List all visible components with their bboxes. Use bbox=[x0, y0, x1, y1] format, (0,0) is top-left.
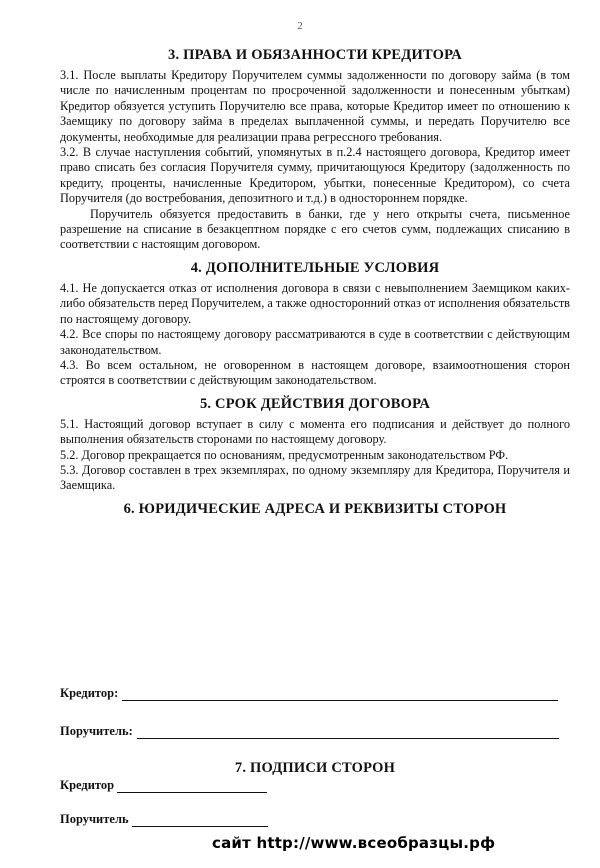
requisites-guarantor-line[interactable] bbox=[137, 726, 559, 739]
signature-guarantor-label: Поручитель bbox=[60, 812, 129, 826]
requisites-creditor-row bbox=[60, 686, 558, 701]
paragraph-5-1: 5.1. Настоящий договор вступает в силу с момента его подписания и действует до полного выполнения обязательств сторонами по настоящему договору. bbox=[60, 416, 570, 447]
section-4-title: 4. ДОПОЛНИТЕЛЬНЫЕ УСЛОВИЯ bbox=[190, 259, 440, 276]
signature-creditor-row bbox=[60, 778, 267, 793]
signature-creditor-line[interactable] bbox=[117, 780, 267, 793]
requisites-guarantor-label: Поручитель: bbox=[60, 724, 133, 738]
paragraph-4-1: 4.1. Не допускается отказ от исполнения договора в связи с невыполнением Заемщиком каких-либо обязательств перед Поручителем, а также односторонний отказ от исполнения обязательств по настоящему договору. bbox=[60, 280, 570, 326]
paragraph-3-2-continued: Поручитель обязуется предоставить в банки, где у него открыты счета, письменное разрешение на списание в безакцептном порядке с его счетов сумм, подлежащих списанию в соответствии с настоящим договором. bbox=[60, 206, 570, 252]
site-watermark: сайт http://www.всеобразцы.рф bbox=[212, 834, 496, 852]
section-3-title: 3. ПРАВА И ОБЯЗАННОСТИ КРЕДИТОРА bbox=[168, 47, 462, 63]
page-number: 2 bbox=[297, 20, 303, 32]
paragraph-3-1: 3.1. После выплаты Кредитору Поручителем суммы задолженности по договору займа (в том числе по начисленным процентам по просроченной задолженности и понесенным убыткам) Кредитор обязуется уступить Поручителю все права, которые Кредитор имеет по отношению к Заемщику по договору займа в пределах выплаченной суммы, и передать Поручителю все документы, необходимые для реализации права регрессного требования. bbox=[60, 68, 570, 144]
section-5-title: 5. СРОК ДЕЙСТВИЯ ДОГОВОРА bbox=[199, 395, 431, 412]
requisites-creditor-line[interactable] bbox=[122, 688, 558, 701]
section-6-title: 6. ЮРИДИЧЕСКИЕ АДРЕСА И РЕКВИЗИТЫ СТОРОН bbox=[123, 500, 507, 517]
paragraph-3-2: 3.2. В случае наступления событий, упомянутых в п.2.4 настоящего договора, Кредитор имеет право списать без согласия Поручителя сумму, причитающуюся Кредитору (задолженность по кредиту, проценты, начисленные Кредитором, убытки, понесенные Кредитором), со счета Поручителя (до востребования, депозитного и т.д.) в одностороннем порядке. bbox=[60, 145, 570, 206]
paragraph-5-3: 5.3. Договор составлен в трех экземплярах, по одному экземпляру для Кредитора, Поручителя и Заемщика. bbox=[60, 462, 570, 493]
signature-guarantor-line[interactable] bbox=[132, 814, 268, 827]
paragraph-4-2: 4.2. Все споры по настоящему договору рассматриваются в суде в соответствии с действующим законодательством. bbox=[60, 327, 570, 357]
document-body bbox=[60, 44, 570, 522]
requisites-creditor-label: Кредитор: bbox=[60, 686, 119, 700]
signature-guarantor-row bbox=[60, 812, 268, 827]
paragraph-5-2: 5.2. Договор прекращается по основаниям, предусмотренным законодательством РФ. bbox=[60, 447, 509, 462]
paragraph-4-3: 4.3. Во всем остальном, не оговоренном в настоящем договоре, взаимоотношения сторон строятся в соответствии с действующим законодательством. bbox=[60, 357, 570, 388]
section-7-title: 7. ПОДПИСИ СТОРОН bbox=[234, 760, 396, 776]
signature-creditor-label: Кредитор bbox=[60, 778, 115, 792]
requisites-guarantor-row bbox=[60, 724, 559, 739]
